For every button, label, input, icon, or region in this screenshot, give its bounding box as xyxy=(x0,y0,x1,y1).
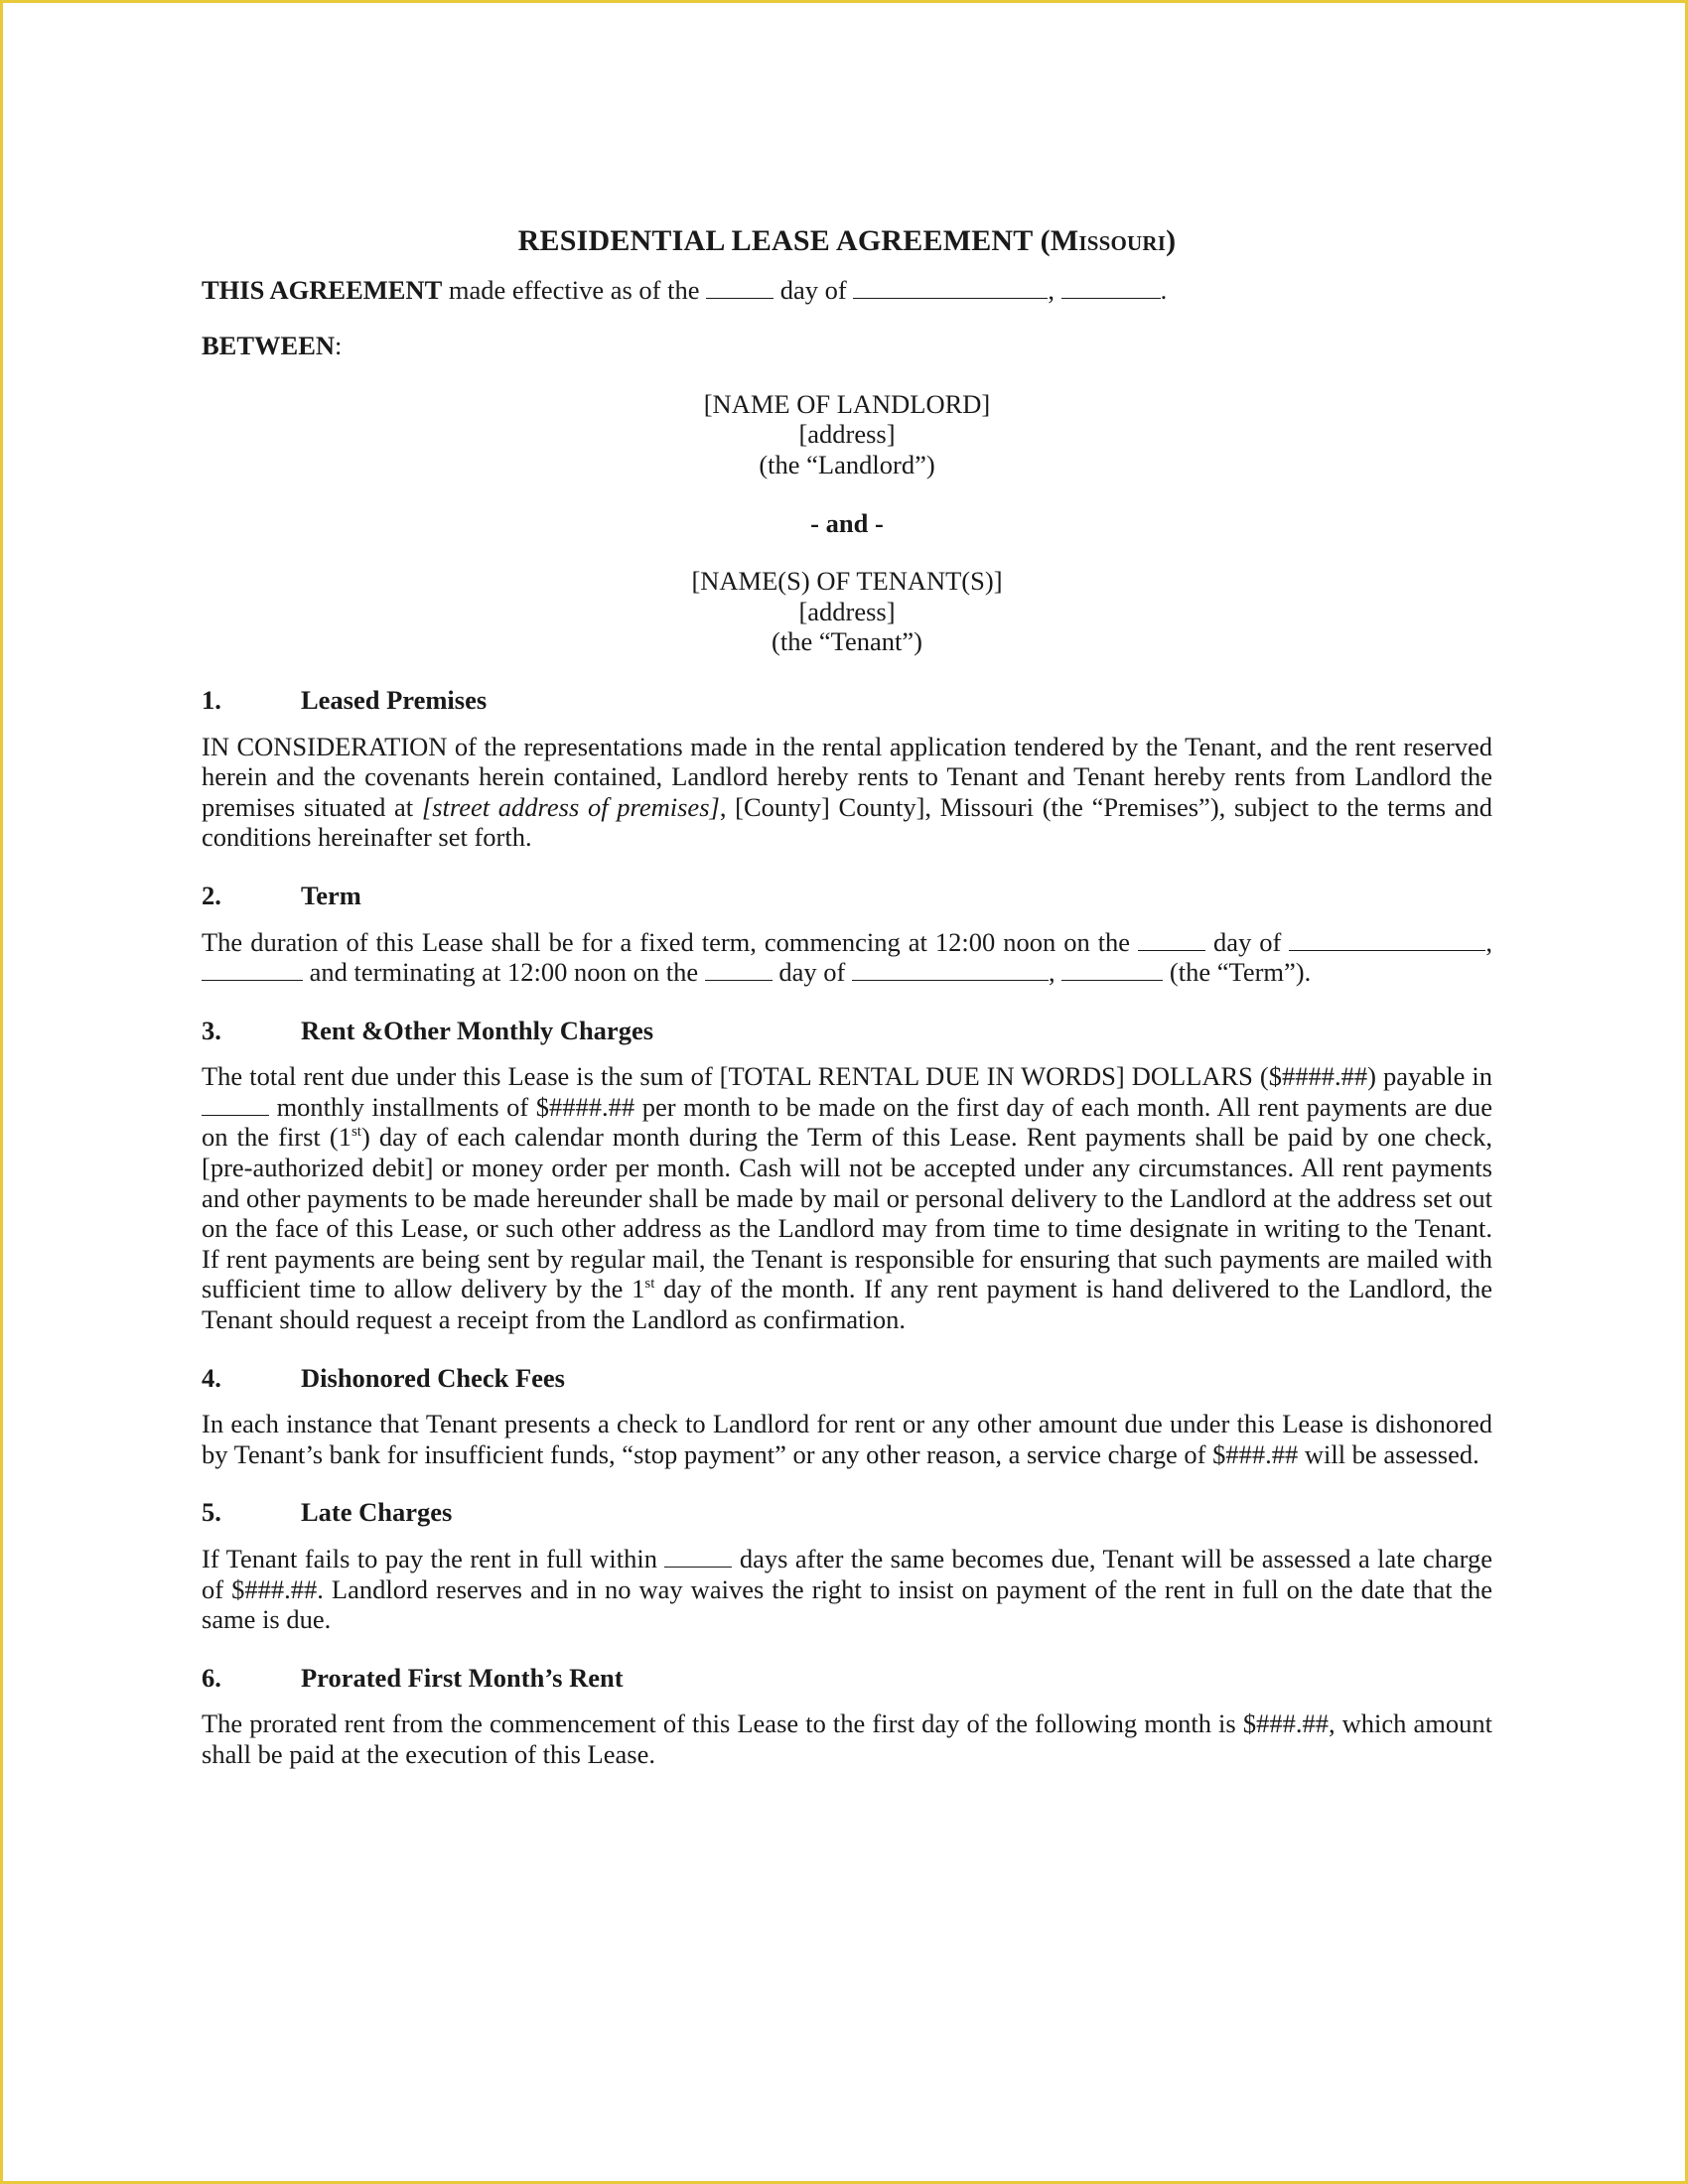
effective-year-blank xyxy=(1061,276,1161,299)
section-heading xyxy=(202,1497,1492,1528)
section-heading xyxy=(202,1663,1492,1694)
section-paragraph xyxy=(202,927,1492,988)
paragraph-text: IN CONSIDERATION of the representations made in the rental application tendered by the Tenant, and the rent reserved herein and the covenants herein contained, Landlord hereby rents to Tenant and Tenant hereby rents from Landlord the premises situated at xyxy=(202,731,1492,822)
effective-text: , xyxy=(1048,274,1061,305)
section-number: 2. xyxy=(202,880,221,910)
paragraph-text: and terminating at 12:00 noon on the xyxy=(303,957,705,988)
term-end-year-blank xyxy=(1061,958,1163,981)
paragraph-text: , xyxy=(1049,957,1062,988)
between-label xyxy=(202,331,1492,361)
paragraph-text: , xyxy=(1485,926,1492,957)
title-close: ) xyxy=(1166,224,1177,257)
document-body xyxy=(202,226,1492,1770)
paragraph-text: The total rent due under this Lease is the sum of [TOTAL RENTAL DUE IN WORDS] DOLLARS ($####.##) payable in xyxy=(202,1061,1492,1092)
section-heading xyxy=(202,1363,1492,1394)
section-title: Rent &Other Monthly Charges xyxy=(301,1015,654,1045)
tenant-defined: (the “Tenant”) xyxy=(772,626,922,657)
paragraph-text: day of the month. If any rent payment is hand delivered to the Landlord, the Tenant should request a receipt from the Landlord as confirmation. xyxy=(202,1274,1492,1335)
section-number: 3. xyxy=(202,1015,221,1045)
effective-text: day of xyxy=(774,274,854,305)
landlord-block xyxy=(202,389,1492,480)
paragraph-text: day of xyxy=(772,957,853,988)
section-leased-premises xyxy=(202,685,1492,853)
section-number: 5. xyxy=(202,1497,221,1528)
section-paragraph xyxy=(202,732,1492,853)
section-title: Leased Premises xyxy=(301,684,488,715)
section-paragraph xyxy=(202,1061,1492,1334)
section-heading xyxy=(202,881,1492,911)
paragraph-text: In each instance that Tenant presents a check to Landlord for rent or any other amount due under this Lease is dishonored by Tenant’s bank for insufficient funds, “stop payment” or any other reason, a service charge of $###.## will be assessed. xyxy=(202,1409,1492,1469)
section-prorated-rent xyxy=(202,1663,1492,1770)
section-number: 4. xyxy=(202,1362,221,1393)
section-paragraph xyxy=(202,1544,1492,1635)
term-end-month-blank xyxy=(852,958,1049,981)
paragraph-text: ) day of each calendar month during the Term of this Lease. Rent payments shall be paid by one check, [pre-authorized debit] or money order per month. Cash will not be accepted under any circumstances. All rent payments and other payments to be made hereunder shall be made by mail or personal delivery to the Landlord at the address set out on the face of this Lease, or such other address as the Landlord may from time to time designate in writing to the Tenant. If rent payments are being sent by regular mail, the Tenant is responsible for ensuring that such payments are mailed with sufficient time to allow delivery by the 1 xyxy=(202,1122,1492,1304)
section-paragraph xyxy=(202,1708,1492,1769)
tenant-address: [address] xyxy=(798,596,896,626)
section-title: Term xyxy=(301,880,361,910)
section-number: 1. xyxy=(202,684,221,715)
section-term xyxy=(202,881,1492,988)
paragraph-text: days after the same becomes due, Tenant will be assessed a late charge of $###.##. Landlord reserves and in no way waives the right to insist on payment of the rent in full on the date that the same is due. xyxy=(202,1544,1492,1635)
term-start-year-blank xyxy=(202,958,303,981)
section-heading xyxy=(202,685,1492,716)
late-days-blank xyxy=(664,1545,732,1568)
effective-lead: THIS AGREEMENT xyxy=(202,274,443,305)
between-colon: : xyxy=(335,331,343,361)
effective-text: . xyxy=(1160,274,1168,305)
landlord-defined: (the “Landlord”) xyxy=(759,449,935,479)
effective-date-line xyxy=(202,275,1492,306)
paragraph-text: , [County] County], Missouri (the “Premises”), subject to the terms and conditions hereinafter set forth. xyxy=(202,791,1492,853)
between-text: BETWEEN xyxy=(202,331,336,361)
paragraph-italic: [street address of premises] xyxy=(421,791,720,822)
section-rent xyxy=(202,1016,1492,1335)
paragraph-text: The prorated rent from the commencement of this Lease to the first day of the following month is $###.##, which amount shall be paid at the execution of this Lease. xyxy=(202,1708,1492,1769)
paragraph-text: The duration of this Lease shall be for a fixed term, commencing at 12:00 noon on the xyxy=(202,926,1139,957)
effective-month-blank xyxy=(853,276,1048,299)
ordinal-suffix: st xyxy=(351,1124,361,1141)
section-number: 6. xyxy=(202,1662,221,1693)
paragraph-text: day of xyxy=(1205,926,1290,957)
installments-blank xyxy=(202,1093,269,1116)
effective-text: made effective as of the xyxy=(442,274,707,305)
title-state: Missouri xyxy=(1050,224,1167,257)
document-title xyxy=(202,226,1492,257)
tenant-block xyxy=(202,566,1492,657)
paragraph-text: If Tenant fails to pay the rent in full within xyxy=(202,1544,665,1573)
section-title: Prorated First Month’s Rent xyxy=(301,1662,624,1693)
paragraph-text: (the “Term”). xyxy=(1163,957,1312,988)
term-start-month-blank xyxy=(1289,928,1485,951)
term-start-day-blank xyxy=(1138,928,1205,951)
section-dishonored-check xyxy=(202,1363,1492,1470)
and-separator: - and - xyxy=(810,507,884,538)
landlord-name: [NAME OF LANDLORD] xyxy=(703,388,991,419)
term-end-day-blank xyxy=(705,958,773,981)
ordinal-suffix: st xyxy=(644,1276,655,1293)
effective-day-blank xyxy=(706,276,774,299)
section-title: Late Charges xyxy=(301,1497,453,1528)
section-heading xyxy=(202,1016,1492,1046)
tenant-name: [NAME(S) OF TENANT(S)] xyxy=(691,566,1003,597)
section-title: Dishonored Check Fees xyxy=(301,1362,565,1393)
paragraph-text: monthly installments of $####.## per month to be made on the first day of each month. All rent payments are due on the first (1 xyxy=(202,1091,1492,1153)
section-paragraph xyxy=(202,1409,1492,1469)
landlord-address: [address] xyxy=(798,419,896,450)
title-text: RESIDENTIAL LEASE AGREEMENT ( xyxy=(517,224,1051,257)
section-late-charges xyxy=(202,1497,1492,1634)
